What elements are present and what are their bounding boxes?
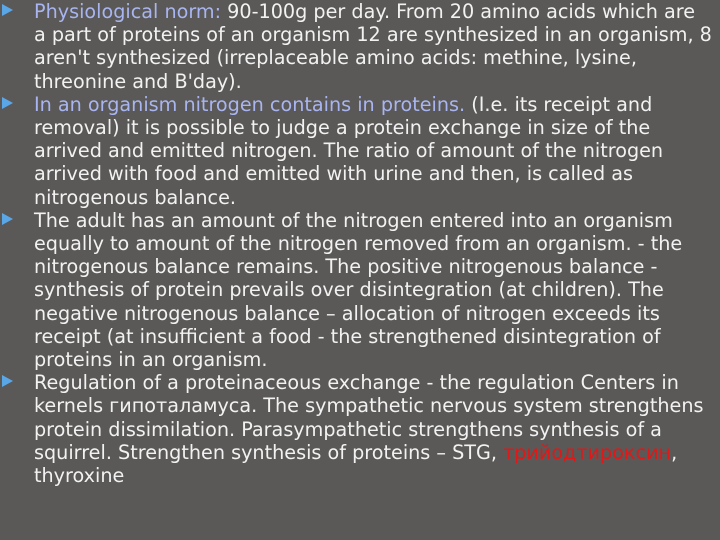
bullet-item-physiological-norm bbox=[0, 0, 712, 93]
triangle-bullet-icon bbox=[2, 97, 13, 109]
triangle-bullet-icon bbox=[2, 213, 13, 225]
triangle-bullet-icon bbox=[2, 4, 13, 16]
bullet-text: (I.e. its receipt and removal) it is possible to judge a protein exchange in size of the arrived and emitted nitrogen. The ratio of amount of the nitrogen arrived with food and emitted with urine and then, is called as nitrogenous balance. bbox=[34, 92, 664, 209]
bullet-red-term: трийодтироксин bbox=[503, 440, 672, 464]
bullet-highlight: In an organism nitrogen contains in proteins. bbox=[34, 92, 466, 116]
bullet-tail: , thyroxine bbox=[34, 440, 678, 488]
bullet-text: 90-100g per day. From 20 amino acids which are a part of proteins of an organism 12 are synthesized in an organism, 8 aren't synthesized (irreplaceable amino acids: methine, lysine, threonine and B'day). bbox=[34, 0, 712, 93]
triangle-bullet-icon bbox=[2, 375, 13, 387]
bullet-highlight: Physiological norm: bbox=[34, 0, 222, 23]
bullet-item-nitrogen-in-proteins bbox=[0, 93, 712, 209]
bullet-text: The adult has an amount of the nitrogen entered into an organism equally to amount of the nitrogen removed from an organism. - the nitrogenous balance remains. The positive nitrogenous balance - synthesis of protein prevails over disintegration (at children). The negative nitrogenous balance – allocation of nitrogen exceeds its receipt (at insufficient a food - the strengthened disintegration of proteins in an organism. bbox=[34, 208, 683, 372]
bullet-item-regulation bbox=[0, 371, 712, 487]
bullet-item-nitrogenous-balance bbox=[0, 209, 712, 371]
bullet-text: Regulation of a proteinaceous exchange - the regulation Centers in kernels гипоталамуса. The sympathetic nervous system strengthens protein dissimilation. Parasympathetic strengthens synthesis of a squirrel. Strengthen synthesis of proteins – STG, bbox=[34, 371, 704, 464]
